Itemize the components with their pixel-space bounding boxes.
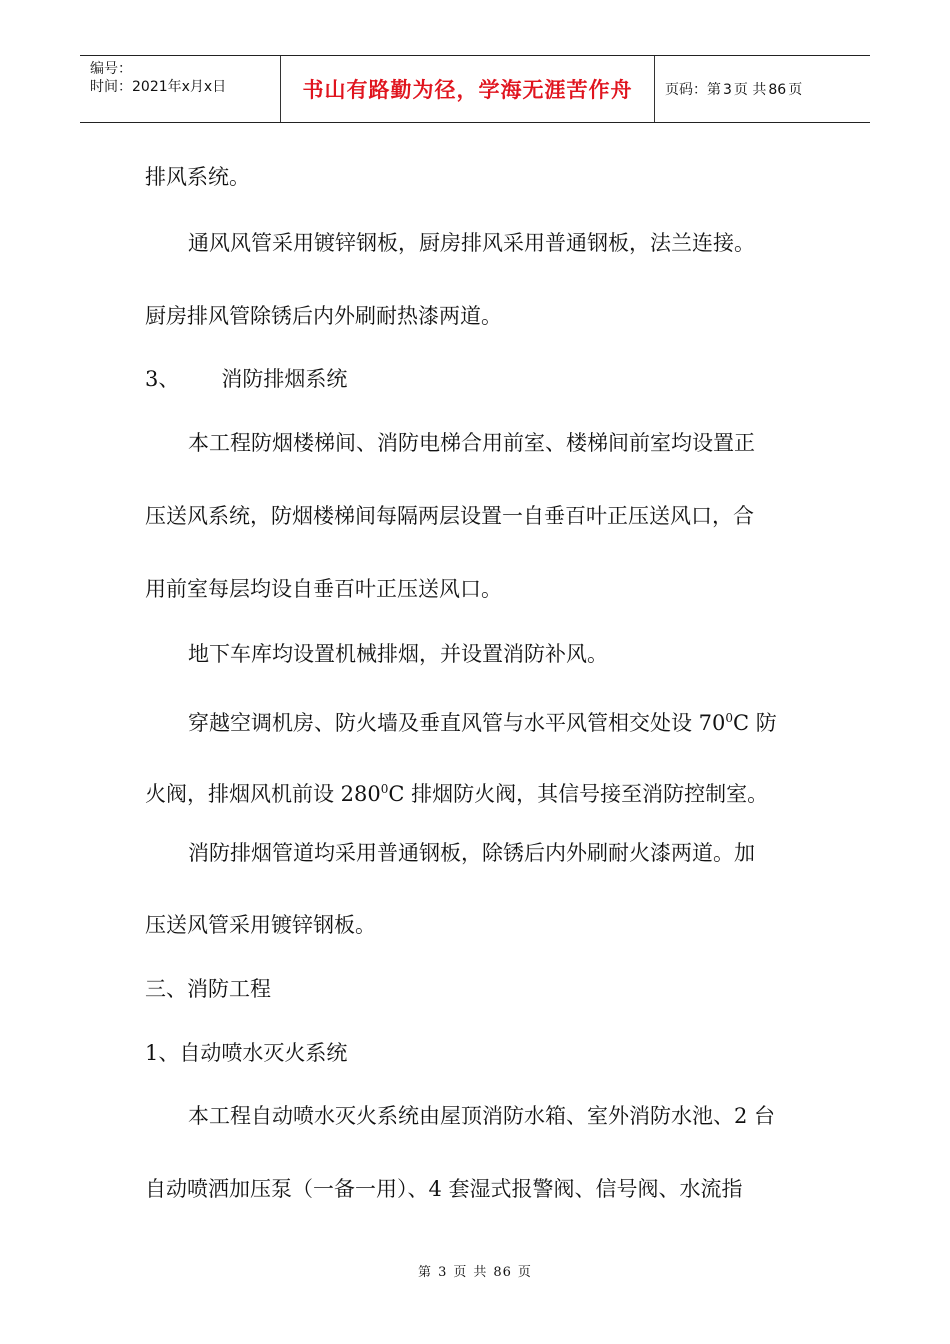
header-motto: 书山有路勤为径，学海无涯苦作舟 [302,78,633,102]
page-header [80,55,870,123]
body-line: 压送风管采用镀锌钢板。 [145,913,376,937]
page-footer [0,1261,950,1280]
heading-text: 消防排烟系统 [221,367,348,391]
superscript: 0 [725,711,734,725]
body-line: 消防排烟管道均采用普通钢板，除锈后内外刷耐火漆两道。加 [188,841,755,865]
doc-number-label: 编号： [90,61,132,77]
heading-number: 3、 [145,367,180,391]
header-page-text [665,79,804,99]
header-page-info [655,56,870,122]
subsection-heading: 1、自动喷水灭火系统 [145,1041,348,1065]
footer-page-total: 86 [493,1265,512,1280]
footer-di: 第 [418,1265,433,1280]
body-line: 通风风管采用镀锌钢板，厨房排风采用普通钢板，法兰连接。 [188,231,755,255]
text-run: 火阀，排烟风机前设 280 [145,782,381,806]
body-line: 本工程自动喷水灭火系统由屋顶消防水箱、室外消防水池、2 台 [188,1104,776,1128]
text-run: C 防 [733,711,777,735]
header-motto-cell [281,56,655,122]
text-run: 穿越空调机房、防火墙及垂直风管与水平风管相交处设 70 [188,711,726,735]
body-line: 地下车库均设置机械排烟，并设置消防补风。 [188,642,608,666]
body-line [188,705,777,736]
page-prefix: 页码：第 [665,82,721,98]
body-line: 用前室每层均设自垂百叶正压送风口。 [145,577,502,601]
doc-time-label: 时间：2021年x月x日 [90,79,227,95]
text-run: C 排烟防火阀，其信号接至消防控制室。 [388,782,769,806]
header-meta [80,56,281,122]
footer-ye: 页 [517,1265,532,1280]
body-line: 本工程防烟楼梯间、消防电梯合用前室、楼梯间前室均设置正 [188,431,755,455]
body-line: 压送风系统，防烟楼梯间每隔两层设置一自垂百叶正压送风口，合 [145,504,754,528]
section-heading: 三、消防工程 [145,977,271,1001]
superscript: 0 [380,782,389,796]
footer-page-number: 3 [438,1265,448,1280]
page-number: 3 [723,82,732,98]
body-line: 厨房排风管除锈后内外刷耐热漆两道。 [145,304,502,328]
section-heading-3 [145,366,347,392]
footer-ye: 页 [453,1265,468,1280]
body-line [145,776,768,807]
body-line: 自动喷洒加压泵（一备一用）、4 套湿式报警阀、信号阀、水流指 [145,1177,743,1201]
page-mid: 页 共 [733,82,767,98]
page-total: 86 [768,82,787,98]
footer-gong: 共 [473,1265,488,1280]
page-suffix: 页 [788,82,803,98]
body-line: 排风系统。 [145,165,250,189]
